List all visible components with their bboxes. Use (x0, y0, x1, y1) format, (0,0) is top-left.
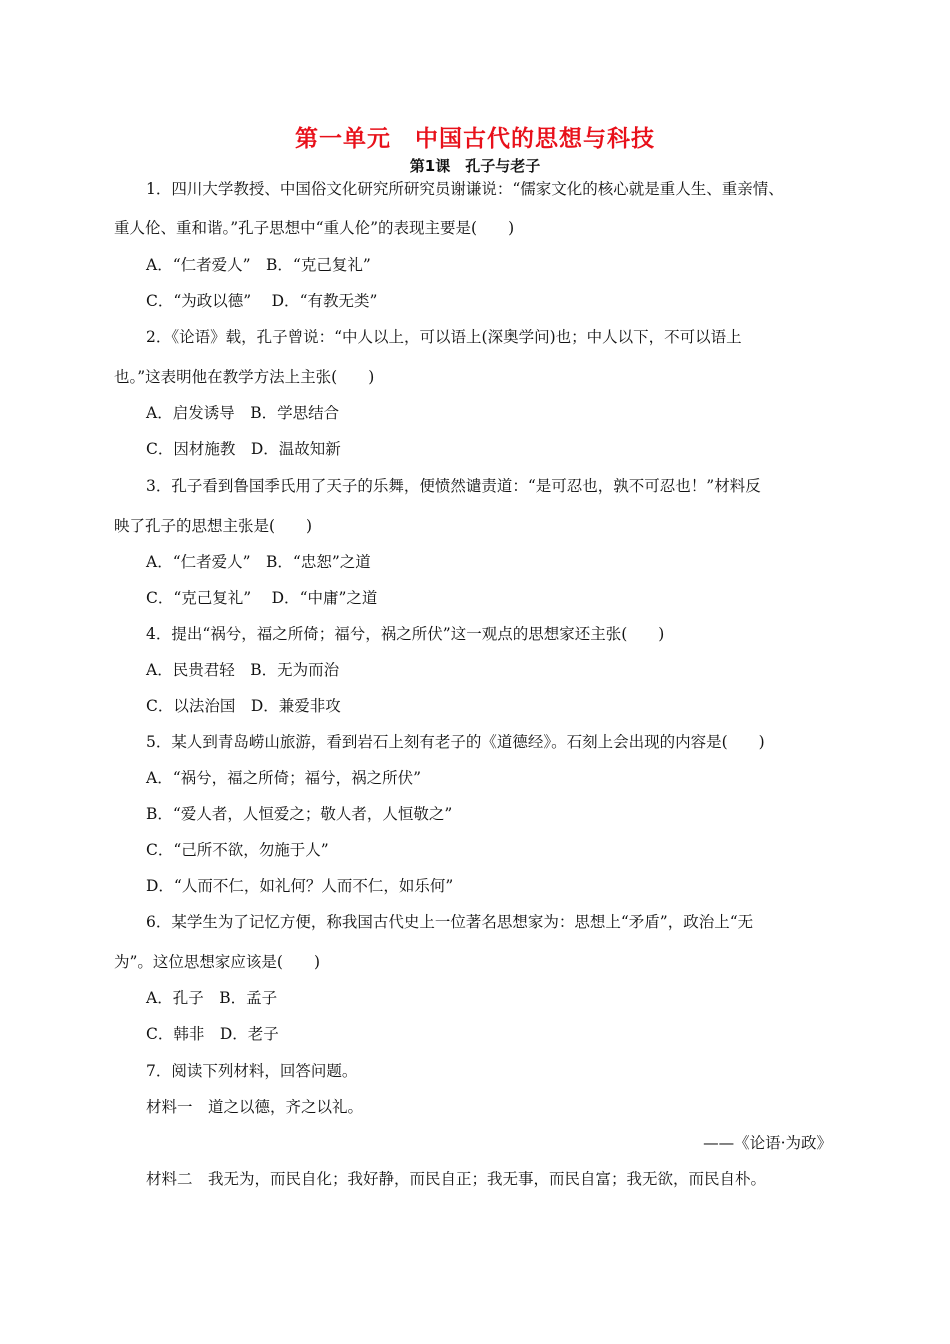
question-6-line-2: 为”。这位思想家应该是( ) (114, 953, 321, 971)
question-5-option-a: A．“祸兮，福之所倚；福兮，祸之所伏” (146, 769, 422, 787)
question-3-line-2: 映了孔子的思想主张是( ) (114, 517, 313, 535)
material-2-text: 材料二 我无为，而民自化；我好静，而民自正；我无事，而民自富；我无欲，而民自朴。 (146, 1170, 767, 1188)
question-5-option-c: C．“己所不欲，勿施于人” (146, 841, 329, 859)
question-2-option-ab: A．启发诱导 B．学思结合 (146, 404, 340, 422)
question-2-line-1: 2．《论语》载，孔子曾说：“中人以上，可以语上(深奥学问)也；中人以下，不可以语上 (146, 328, 742, 346)
question-7-line-1: 7．阅读下列材料，回答问题。 (146, 1062, 358, 1080)
question-1-option-ab: A．“仁者爱人” B．“克己复礼” (146, 256, 371, 274)
question-4-line-1: 4．提出“祸兮，福之所倚；福兮，祸之所伏”这一观点的思想家还主张( ) (146, 625, 665, 643)
question-3-line-1: 3．孔子看到鲁国季氏用了天子的乐舞，便愤然谴责道：“是可忍也，孰不可忍也！”材料反 (146, 477, 761, 495)
question-6-option-ab: A．孔子 B．孟子 (146, 989, 278, 1007)
question-6-line-1: 6．某学生为了记忆方便，称我国古代史上一位著名思想家为：思想上“矛盾”，政治上“无 (146, 913, 754, 931)
question-6-option-cd: C．韩非 D．老子 (146, 1025, 279, 1043)
question-1-option-cd: C．“为政以德” D．“有教无类” (146, 292, 378, 310)
question-3-option-ab: A．“仁者爱人” B．“忠恕”之道 (146, 553, 371, 571)
material-1-source: ——《论语·为政》 (703, 1134, 832, 1152)
question-2-line-2: 也。”这表明他在教学方法上主张( ) (114, 368, 375, 386)
material-1-text: 材料一 道之以德，齐之以礼。 (146, 1098, 364, 1116)
question-1-line-1: 1．四川大学教授、中国俗文化研究所研究员谢谦说：“儒家文化的核心就是重人生、重亲情、 (146, 180, 784, 198)
question-3-option-cd: C．“克己复礼” D．“中庸”之道 (146, 589, 378, 607)
question-4-option-cd: C．以法治国 D．兼爱非攻 (146, 697, 341, 715)
question-1-line-2: 重人伦、重和谐。”孔子思想中“重人伦”的表现主要是( ) (114, 219, 515, 237)
unit-title: 第一单元 中国古代的思想与科技 (295, 126, 655, 152)
question-5-option-d: D．“人而不仁，如礼何？人而不仁，如乐何” (146, 877, 454, 895)
question-5-line-1: 5．某人到青岛崂山旅游，看到岩石上刻有老子的《道德经》。石刻上会出现的内容是( ) (146, 733, 765, 751)
question-4-option-ab: A．民贵君轻 B．无为而治 (146, 661, 340, 679)
lesson-title: 第1课 孔子与老子 (409, 157, 541, 175)
question-5-option-b: B．“爱人者，人恒爱之；敬人者，人恒敬之” (146, 805, 453, 823)
question-2-option-cd: C．因材施教 D．温故知新 (146, 440, 341, 458)
